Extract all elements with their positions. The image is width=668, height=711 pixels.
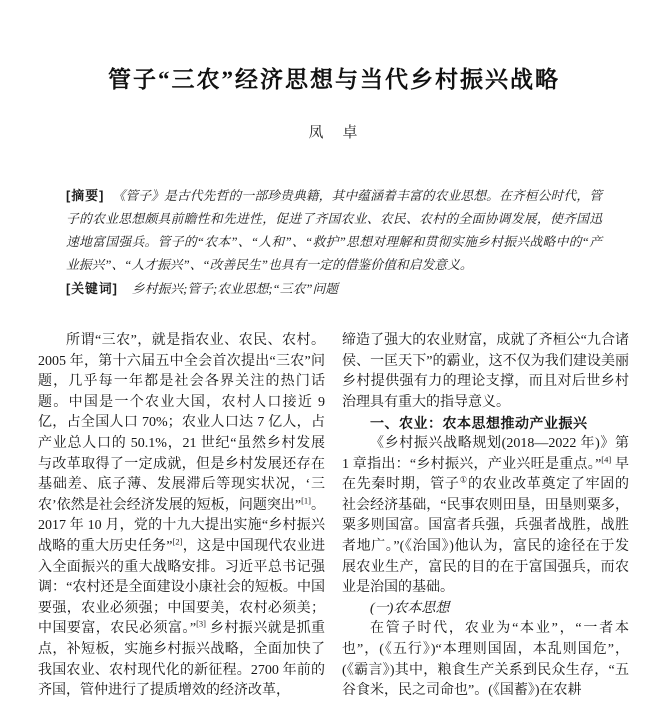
keywords-paragraph	[66, 277, 602, 301]
abstract-paragraph	[66, 184, 602, 277]
body-columns	[38, 331, 630, 702]
section-heading: 一、农业：农本思想推动产业振兴	[370, 415, 588, 432]
keywords-text: 乡村振兴;管子;农业思想;“三农”问题	[131, 282, 339, 296]
keywords-label: [关键词]	[66, 281, 118, 296]
body-paragraph: 《乡村振兴战略规划(2018—2022 年)》第 1 章指出：“乡村振兴，产业兴旺是重点。”[4] 早在先秦时期，管子①的农业改革奠定了牢固的社会经济基础，“民事农则田垦，田垦则粟多，粟多则国富。国富者兵强，兵强者战胜，战胜者地广。”(《治国》)他认为，富民的途径在于发展农业生产，富民的目的在于富国强兵，而农业是治国的基础。	[342, 435, 630, 596]
body-paragraph-continued: 缔造了强大的农业财富，成就了齐桓公“九合诸侯、一匡天下”的霸业，这不仅为我们建设美丽乡村提供强有力的理论支撑，而且对后世乡村治理具有重大的指导意义。	[342, 333, 629, 410]
article-author: 凤 卓	[308, 125, 360, 141]
abstract-block	[66, 184, 602, 301]
body-paragraph: 在管子时代，农业为“本业”，“一者本也”，(《五行》)“本理则国固，本乱则国危”，(《霸言》)其中，粮食生产关系到民众生存，“五谷食米，民之司命也”。(《国蓄》)在农耕	[342, 621, 629, 699]
subsection-heading: (一)农本思想	[370, 600, 450, 616]
abstract-text: 《管子》是古代先哲的一部珍贵典籍，其中蕴涵着丰富的农业思想。在齐桓公时代，管子的农业思想颇具前瞻性和先进性，促进了齐国农业、农民、农村的全面协调发展，使齐国迅速地富国强兵。管子的“农本”、“人和”、“救护”思想对理解和贯彻实施乡村振兴战略中的“产业振兴”、“人才振兴”、“改善民生”也具有一定的借鉴价值和启发意义。	[66, 189, 603, 272]
article-title: 管子“三农”经济思想与当代乡村振兴战略	[108, 67, 560, 92]
right-column	[342, 331, 629, 702]
abstract-label: [摘要]	[66, 188, 105, 203]
body-paragraph: 所谓“三农”，就是指农业、农民、农村。2005 年，第十六届五中全会首次提出“三农”问题，几乎每一年都是社会各界关注的热门话题。中国是一个农业大国，农村人口接近 9 亿，占全国人口 70%；农业人口达 7 亿人，占产业总人口的 50.1%，21 世纪“虽然乡村发展与改革取得了一定成就，但是乡村发展还存在基础差、底子薄、发展滞后等现实状况，‘三农’依然是社会经济发展的短板，问题突出”[1]。2017 年 10 月，党的十九大提出实施“乡村振兴战略的重大历史任务”[2]，这是中国现代农业进入全面振兴的重大战略安排。习近平总书记强调：“农村还是全面建设小康社会的短板。中国要强，农业必须强；中国要美，农村必须美；中国要富，农民必须富。”[3] 乡村振兴就是抓重点，补短板，实施乡村振兴战略，全面加快了我国农业、农村现代化的新征程。2700 年前的齐国，管仲进行了提质增效的经济改革，	[38, 333, 326, 699]
left-column	[38, 331, 325, 702]
